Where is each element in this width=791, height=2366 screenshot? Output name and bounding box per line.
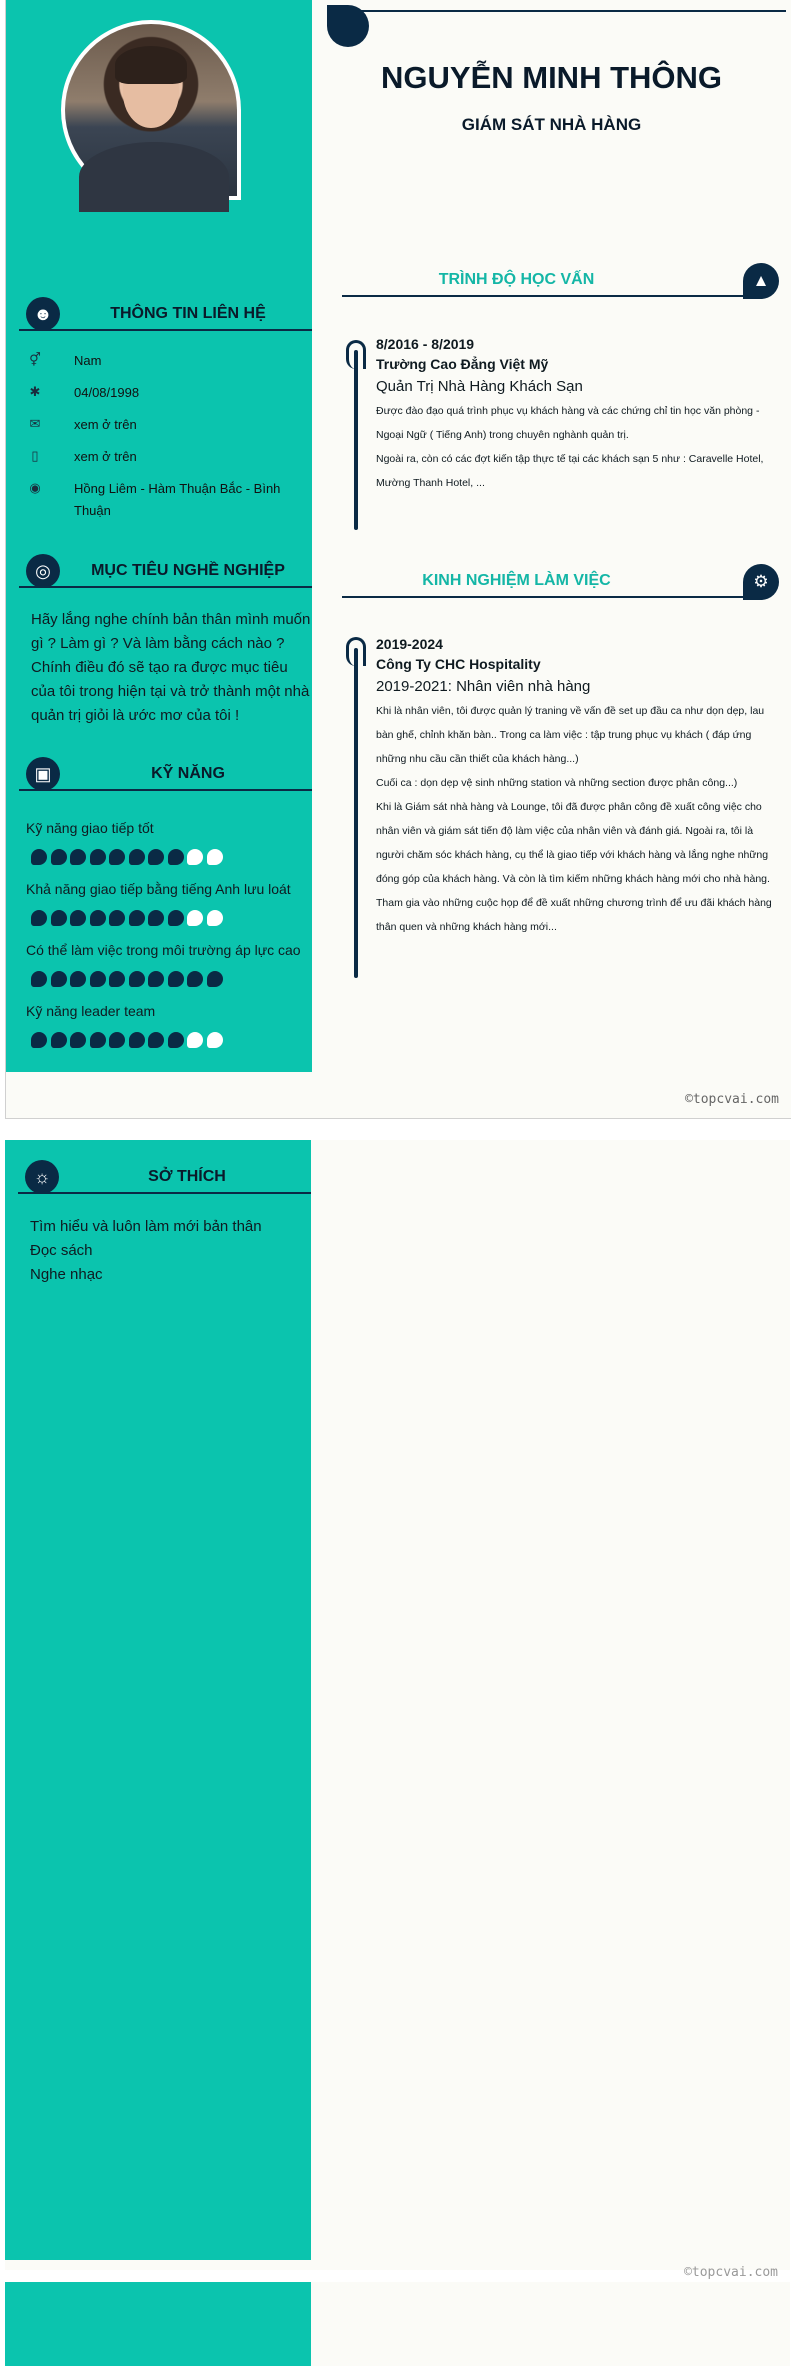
rating-dot-filled: [148, 971, 164, 987]
profile-photo: [65, 24, 237, 196]
monitor-icon: ▣: [26, 757, 60, 791]
tools-icon: ⚙: [743, 564, 779, 600]
skill-rating: [31, 971, 226, 989]
rating-dot-filled: [187, 971, 203, 987]
rating-dot-filled: [129, 849, 145, 865]
top-divider: [346, 10, 786, 12]
rating-dot-empty: [187, 910, 203, 926]
experience-section-header: [312, 564, 791, 604]
rating-dot-filled: [148, 910, 164, 926]
contact-heading: THÔNG TIN LIÊN HỆ: [110, 305, 266, 322]
rating-dot-filled: [129, 971, 145, 987]
rating-dot-filled: [70, 910, 86, 926]
rating-dot-filled: [168, 1032, 184, 1048]
rating-dot-filled: [51, 849, 67, 865]
watermark: ©topcvai.com: [685, 1092, 779, 1107]
skills-heading: KỸ NĂNG: [151, 765, 225, 782]
skills-section-header: [19, 757, 312, 797]
education-heading: TRÌNH ĐỘ HỌC VẤN: [438, 271, 595, 288]
cv-page-1: [5, 0, 791, 1119]
rating-dot-filled: [31, 971, 47, 987]
rating-dot-filled: [109, 849, 125, 865]
experience-description: [376, 699, 776, 939]
experience-heading: KINH NGHIỆM LÀM VIỆC: [422, 572, 611, 589]
education-desc-line: Ngoài ra, còn có các đợt kiến tập thực tế tại các khách sạn 5 như : Caravelle Hotel, Mường Thanh Hotel, ...: [376, 453, 764, 489]
contact-email: xem ở trên: [74, 417, 137, 432]
rating-dot-filled: [70, 1032, 86, 1048]
contact-phone: xem ở trên: [74, 449, 137, 464]
gender-icon: ⚥: [29, 352, 41, 367]
skill-name: Có thể làm việc trong môi trường áp lực cao: [26, 942, 301, 958]
hobby-item: Đọc sách: [30, 1242, 93, 1259]
rating-dot-filled: [129, 910, 145, 926]
hobby-item: Nghe nhạc: [30, 1266, 103, 1283]
cv-page-3: [5, 2282, 790, 2366]
objective-text: Hãy lắng nghe chính bản thân mình muốn gì ? Làm gì ? Và làm bằng cách nào ? Chính điều đó sẽ tạo ra được mục tiêu của tôi trong hiện tại và trở thành một nhà quản trị giỏi là ước mơ của tôi !: [31, 611, 311, 724]
contact-address: Hồng Liêm - Hàm Thuận Bắc - Bình Thuận: [74, 481, 281, 518]
rating-dot-filled: [109, 910, 125, 926]
education-desc-line: Được đào đạo quá trình phục vụ khách hàng và các chứng chỉ tin học văn phòng - Ngoại Ngữ ( Tiếng Anh) trong chuyên nghành quản trị.: [376, 405, 760, 441]
skill-name: Kỹ năng leader team: [26, 1003, 156, 1019]
contact-section-header: [19, 297, 312, 337]
objective-heading: MỤC TIÊU NGHỀ NGHIỆP: [91, 562, 285, 579]
rating-dot-filled: [109, 971, 125, 987]
sidebar: [5, 2282, 311, 2366]
skill-name: Kỹ năng giao tiếp tốt: [26, 820, 154, 836]
rating-dot-filled: [31, 910, 47, 926]
rating-dot-filled: [148, 1032, 164, 1048]
experience-desc-line: Cuối ca : dọn dẹp vệ sinh những station và những section được phân công...): [376, 777, 738, 789]
experience-desc-line: Khi là Giám sát nhà hàng và Lounge, tôi đã được phân công đề xuất công việc cho nhân viên và giám sát tiến độ làm việc của nhân viên và đánh giá. Ngoài ra, tôi là người chăm sóc khách hàng, cụ thể là giao tiếp với khách hàng và lắng nghe những đóng góp của khách hàng. Và còn là tìm kiếm những khách hàng mới cho nhà hàng. Tham gia vào những cuộc họp để đề xuất những chương trình để ưu đãi khách hàng thân quen và những khách hàng mới...: [376, 801, 772, 933]
sidebar: [6, 0, 312, 1072]
contact-birthday: 04/08/1998: [74, 385, 140, 400]
graduation-cap-icon: ▲: [743, 263, 779, 299]
rating-dot-filled: [51, 910, 67, 926]
experience-company: Công Ty CHC Hospitality: [376, 656, 541, 672]
rating-dot-filled: [90, 849, 106, 865]
skill-name: Khả năng giao tiếp bằng tiếng Anh lưu loát: [26, 881, 291, 897]
sidebar: [5, 1140, 311, 2260]
rating-dot-filled: [90, 910, 106, 926]
skill-rating: [31, 849, 226, 867]
rating-dot-filled: [168, 849, 184, 865]
objective-section-header: [19, 554, 312, 594]
rating-dot-filled: [70, 849, 86, 865]
experience-entry: [376, 636, 776, 939]
hobby-item: Tìm hiểu và luôn làm mới bản thân: [30, 1218, 262, 1235]
experience-desc-line: Khi là nhân viên, tôi được quản lý traning về vấn đề set up đầu ca như dọn dẹp, lau bàn ghế, chỉnh khăn bàn.. Trong ca làm việc : tập trung phục vụ khách ( đáp ứng những nhu cầu cần thiết của khách hàng...): [376, 705, 765, 765]
education-school: Trường Cao Đẳng Việt Mỹ: [376, 356, 549, 372]
rating-dot-empty: [187, 849, 203, 865]
watermark: ©topcvai.com: [684, 2265, 778, 2280]
birthday-icon: ✱: [29, 384, 41, 399]
rating-dot-filled: [51, 1032, 67, 1048]
experience-period: 2019-2024: [376, 636, 443, 652]
rating-dot-filled: [207, 971, 223, 987]
rating-dot-filled: [51, 971, 67, 987]
timeline-line: [354, 350, 358, 530]
rating-dot-filled: [168, 910, 184, 926]
location-icon: ◉: [29, 480, 41, 495]
cv-page-2: [5, 1140, 790, 2280]
rating-dot-empty: [187, 1032, 203, 1048]
rating-dot-filled: [90, 1032, 106, 1048]
education-major: Quản Trị Nhà Hàng Khách Sạn: [376, 378, 583, 395]
education-section-header: [312, 263, 791, 303]
candidate-name: NGUYỄN MINH THÔNG: [381, 60, 722, 95]
contact-icon: ☻: [26, 297, 60, 331]
rating-dot-filled: [129, 1032, 145, 1048]
target-icon: ◎: [26, 554, 60, 588]
rating-dot-filled: [109, 1032, 125, 1048]
phone-icon: ▯: [31, 448, 39, 463]
contact-gender: Nam: [74, 353, 102, 368]
email-icon: ✉: [29, 416, 41, 431]
rating-dot-filled: [31, 1032, 47, 1048]
rating-dot-empty: [207, 910, 223, 926]
rating-dot-filled: [70, 971, 86, 987]
hobbies-section-header: [18, 1160, 311, 1200]
rating-dot-filled: [90, 971, 106, 987]
experience-position: 2019-2021: Nhân viên nhà hàng: [376, 678, 591, 695]
job-title: GIÁM SÁT NHÀ HÀNG: [461, 115, 642, 134]
education-period: 8/2016 - 8/2019: [376, 336, 475, 352]
rating-dot-filled: [168, 971, 184, 987]
hobbies-heading: SỞ THÍCH: [148, 1168, 226, 1185]
education-description: [376, 399, 776, 495]
rating-dot-filled: [148, 849, 164, 865]
skill-rating: [31, 910, 226, 928]
rating-dot-filled: [31, 849, 47, 865]
timeline-line: [354, 648, 358, 978]
rating-dot-empty: [207, 849, 223, 865]
globe-icon: ☼: [25, 1160, 59, 1194]
education-entry: [376, 336, 776, 495]
avatar: [61, 20, 241, 200]
skill-rating: [31, 1032, 226, 1050]
rating-dot-empty: [207, 1032, 223, 1048]
